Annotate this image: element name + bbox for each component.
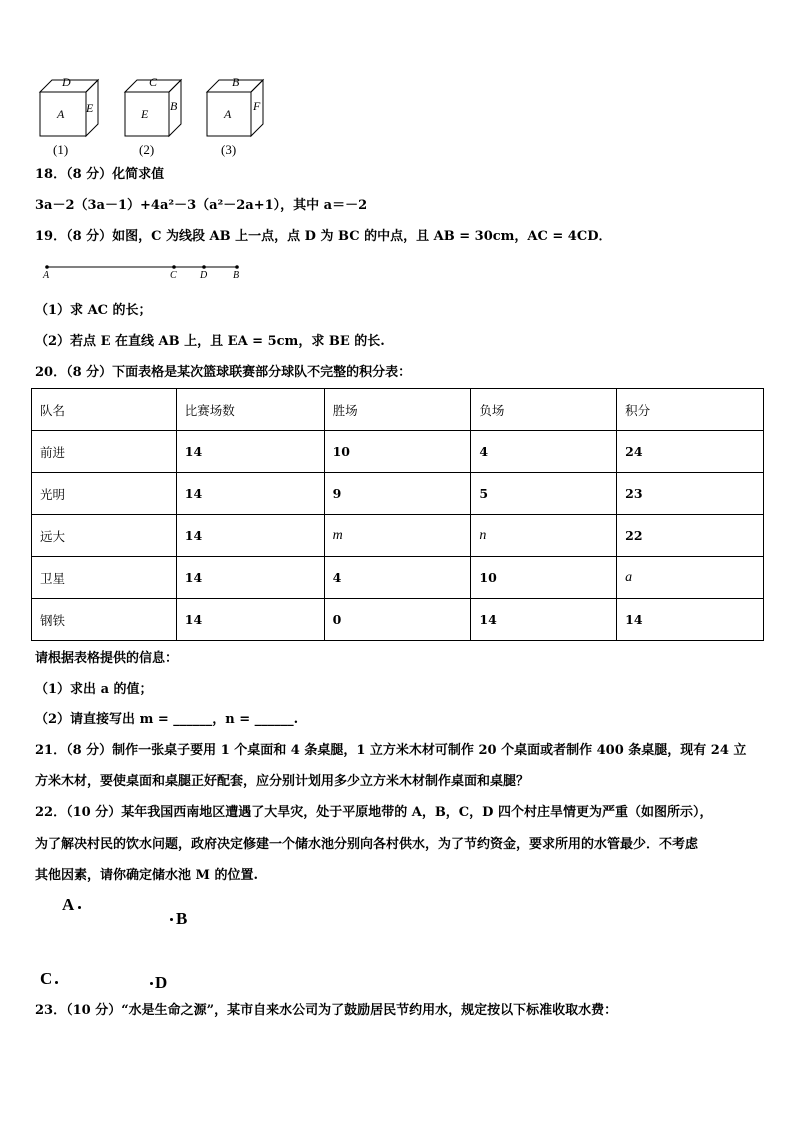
point-c-label: C: [170, 270, 177, 281]
q21-line1: 21．（8 分）制作一张桌子要用 1 个桌面和 4 条桌腿，1 立方米木材可制作 20 个桌面或者制作 400 条桌腿，现有 24 立: [35, 743, 747, 758]
point-b-label: B: [233, 270, 240, 281]
cube-1-caption: (1): [53, 142, 69, 157]
table-cell: 14: [176, 473, 324, 515]
q20-title: 20．（8 分）下面表格是某次篮球联赛部分球队不完整的积分表：: [35, 365, 412, 380]
table-cell: 10: [471, 557, 617, 599]
cube-2-side-face: B: [170, 99, 178, 113]
village-b-dot: [170, 918, 173, 921]
table-cell: 卫星: [32, 557, 177, 599]
cube-3-front-face: A: [224, 107, 232, 121]
table-cell: [617, 557, 764, 599]
cube-1-top-face: D: [62, 75, 71, 89]
cube-3-top-face: B: [232, 75, 240, 89]
q18-expression: 3a－2（3a－1）+4a²－3（a²－2a+1），其中 a＝－2: [35, 198, 368, 213]
table-row: [32, 599, 764, 641]
table-cell: 光明: [32, 473, 177, 515]
table-cell: 4: [324, 557, 471, 599]
village-b-label: B: [176, 909, 188, 928]
table-row: [32, 557, 764, 599]
point-b-dot: [235, 265, 239, 269]
cube-3-side-face: F: [253, 99, 261, 113]
q22-line2: 为了解决村民的饮水问题，政府决定修建一个储水池分别向各村供水，为了节约资金，要求所用的水管最少．不考虑: [35, 837, 699, 852]
table-header-cell: 胜场: [324, 389, 471, 431]
variable-a: a: [625, 570, 633, 585]
table-cell: 14: [617, 599, 764, 641]
cube-figure-3: [205, 75, 269, 160]
table-cell: 23: [617, 473, 764, 515]
table-cell: 前进: [32, 431, 177, 473]
village-d-dot: [150, 982, 153, 985]
table-header-cell: 积分: [617, 389, 764, 431]
table-cell: 14: [176, 515, 324, 557]
table-cell: [471, 515, 617, 557]
table-cell: 远大: [32, 515, 177, 557]
table-header-cell: 比赛场数: [176, 389, 324, 431]
q20-intro: 请根据表格提供的信息：: [35, 651, 179, 666]
table-row: [32, 515, 764, 557]
variable-n: n: [479, 528, 487, 543]
village-a-label: A: [62, 895, 75, 914]
table-cell: 0: [324, 599, 471, 641]
q21-line2: 方米木材，要使桌面和桌腿正好配套，应分别计划用多少立方米木材制作桌面和桌腿？: [35, 774, 530, 789]
cube-2-front-face: E: [141, 107, 149, 121]
q20-part1: （1）求出 a 的值；: [35, 682, 153, 697]
village-c-label: C: [40, 969, 53, 988]
table-cell: 10: [324, 431, 471, 473]
table-header-cell: 队名: [32, 389, 177, 431]
q18-title: 18．（8 分）化简求值: [35, 167, 165, 182]
q19-segment-figure: [40, 260, 250, 286]
village-c-dot: [55, 981, 58, 984]
table-row: [32, 431, 764, 473]
point-c-dot: [172, 265, 176, 269]
point-a-label: A: [43, 270, 50, 281]
cube-2-top-face: C: [149, 75, 158, 89]
table-cell: 14: [176, 431, 324, 473]
point-d-dot: [202, 265, 206, 269]
table-cell: 4: [471, 431, 617, 473]
table-cell: 22: [617, 515, 764, 557]
table-row: [32, 473, 764, 515]
q22-line1: 22．（10 分）某年我国西南地区遭遇了大旱灾，处于平原地带的 A，B，C，D 四个村庄旱情更为严重（如图所示），: [35, 805, 713, 820]
q20-part2: （2）请直接写出 m = ______，n = ______.: [35, 712, 299, 727]
cube-figure-1: [38, 75, 102, 160]
q23-line1: 23．（10 分）“水是生命之源”，某市自来水公司为了鼓励居民节约用水，规定按以下标准收取水费：: [35, 1003, 618, 1018]
point-a-dot: [45, 265, 49, 269]
q19-title: 19．（8 分）如图，C 为线段 AB 上一点，点 D 为 BC 的中点，且 AB = 30cm，AC = 4CD．: [35, 229, 612, 244]
table-cell: 14: [471, 599, 617, 641]
village-d-label: D: [155, 973, 168, 992]
q19-part2: （2）若点 E 在直线 AB 上，且 EA = 5cm，求 BE 的长.: [35, 334, 385, 349]
cube-2-caption: (2): [139, 142, 155, 157]
q22-village-figure: [40, 893, 198, 993]
table-cell: 14: [176, 599, 324, 641]
q19-segment-line: [40, 261, 250, 275]
table-cell: 5: [471, 473, 617, 515]
table-cell: 9: [324, 473, 471, 515]
table-header-cell: 负场: [471, 389, 617, 431]
table-cell: 钢铁: [32, 599, 177, 641]
table-cell: [324, 515, 471, 557]
cube-3-caption: (3): [221, 142, 237, 157]
variable-m: m: [332, 528, 343, 543]
table-cell: 24: [617, 431, 764, 473]
cube-1-front-face: A: [57, 107, 65, 121]
q19-part1: （1）求 AC 的长；: [35, 303, 152, 318]
cube-figure-2: [123, 75, 187, 160]
village-a-dot: [78, 906, 81, 909]
score-table: [31, 388, 764, 641]
table-header-row: [32, 389, 764, 431]
point-d-label: D: [200, 270, 208, 281]
table-cell: 14: [176, 557, 324, 599]
q22-line3: 其他因素，请你确定储水池 M 的位置.: [35, 868, 258, 883]
cube-1-side-face: E: [86, 101, 94, 115]
